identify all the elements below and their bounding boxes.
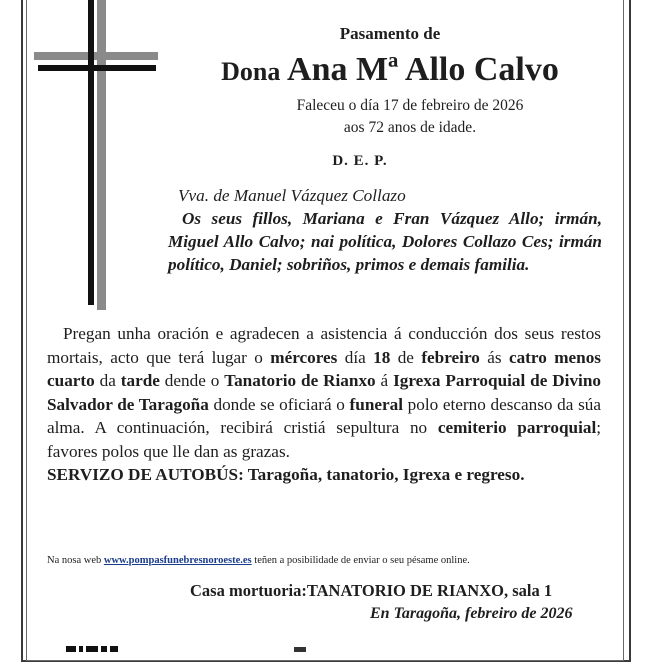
text-segment: día [337,347,374,367]
name-text: Ana Mª Allo Calvo [287,51,559,88]
text-segment: donde se oficiará o [208,394,350,414]
weekday: mércores [270,347,338,367]
death-date: Faleceu o día 17 de febreiro de 2026 [296,97,524,114]
time: catro menos cuarto [47,347,601,390]
bus-service-text: SERVIZO DE AUTOBÚS: Taragoña, tanatorio, Igrexa e regreso. [47,465,525,484]
text-segment: Pregan unha oración e agradecen a asistencia á conducción dos seus restos mortais, acto que terá lugar o [47,324,601,367]
web-prefix: Na nosa web [47,555,104,566]
family-text: Os seus fillos, Mariana e Fran Vázquez Allo; irmán, Miguel Allo Calvo; nai política, Dolores Collazo Ces; irmán político, Daniel; sobriños, primos e demais familia. [168,209,602,274]
widow-line: Vva. de Manuel Vázquez Collazo [178,186,406,205]
church: Igrexa Parroquial de Divino Salvador de Taragoña [47,371,601,414]
place-date: En Taragoña, febreiro de 2026 [370,605,573,622]
funeral-home: Tanatorio de Rianxo [224,371,376,390]
notice-heading: Pasamento de [339,24,441,43]
text-segment: de [390,347,422,367]
death-age: aos 72 anos de idade. [343,119,477,136]
web-suffix: teñen a posibilidade de enviar o seu pésame online. [251,555,470,566]
day-number: 18 [373,347,391,367]
funeral-home-line: Casa mortuoria:TANATORIO DE RIANXO, sala 1 [190,581,553,600]
text-segment: ás [479,347,509,367]
funeral-word: funeral [349,394,403,414]
month: febreiro [421,347,480,367]
text-segment: da [94,371,121,390]
bus-service [47,463,601,487]
decorative-mark-icon [280,646,320,652]
cross-icon [34,0,158,310]
web-notice [47,555,607,566]
text-segment: ; favores polos que lle dan as grazas. [47,418,601,461]
ceremony-text [47,322,601,487]
honorific: Dona [221,57,281,86]
death-info [250,95,570,139]
text-segment: polo eterno descanso da súa alma. A continuación, recibirá cristiá sepultura no [47,394,601,437]
website-link[interactable]: www.pompasfunebresnoroeste.es [103,555,252,566]
company-logo-icon [66,646,118,652]
dep-label: D. E. P. [332,153,388,169]
deceased-name [150,50,630,89]
cemetery: cemiterio parroquial [437,418,597,437]
text-segment: á [375,371,394,390]
time-of-day: tarde [120,371,160,390]
text-segment: dende o [159,371,225,390]
family-block [168,184,602,276]
ceremony-paragraph [47,322,601,463]
